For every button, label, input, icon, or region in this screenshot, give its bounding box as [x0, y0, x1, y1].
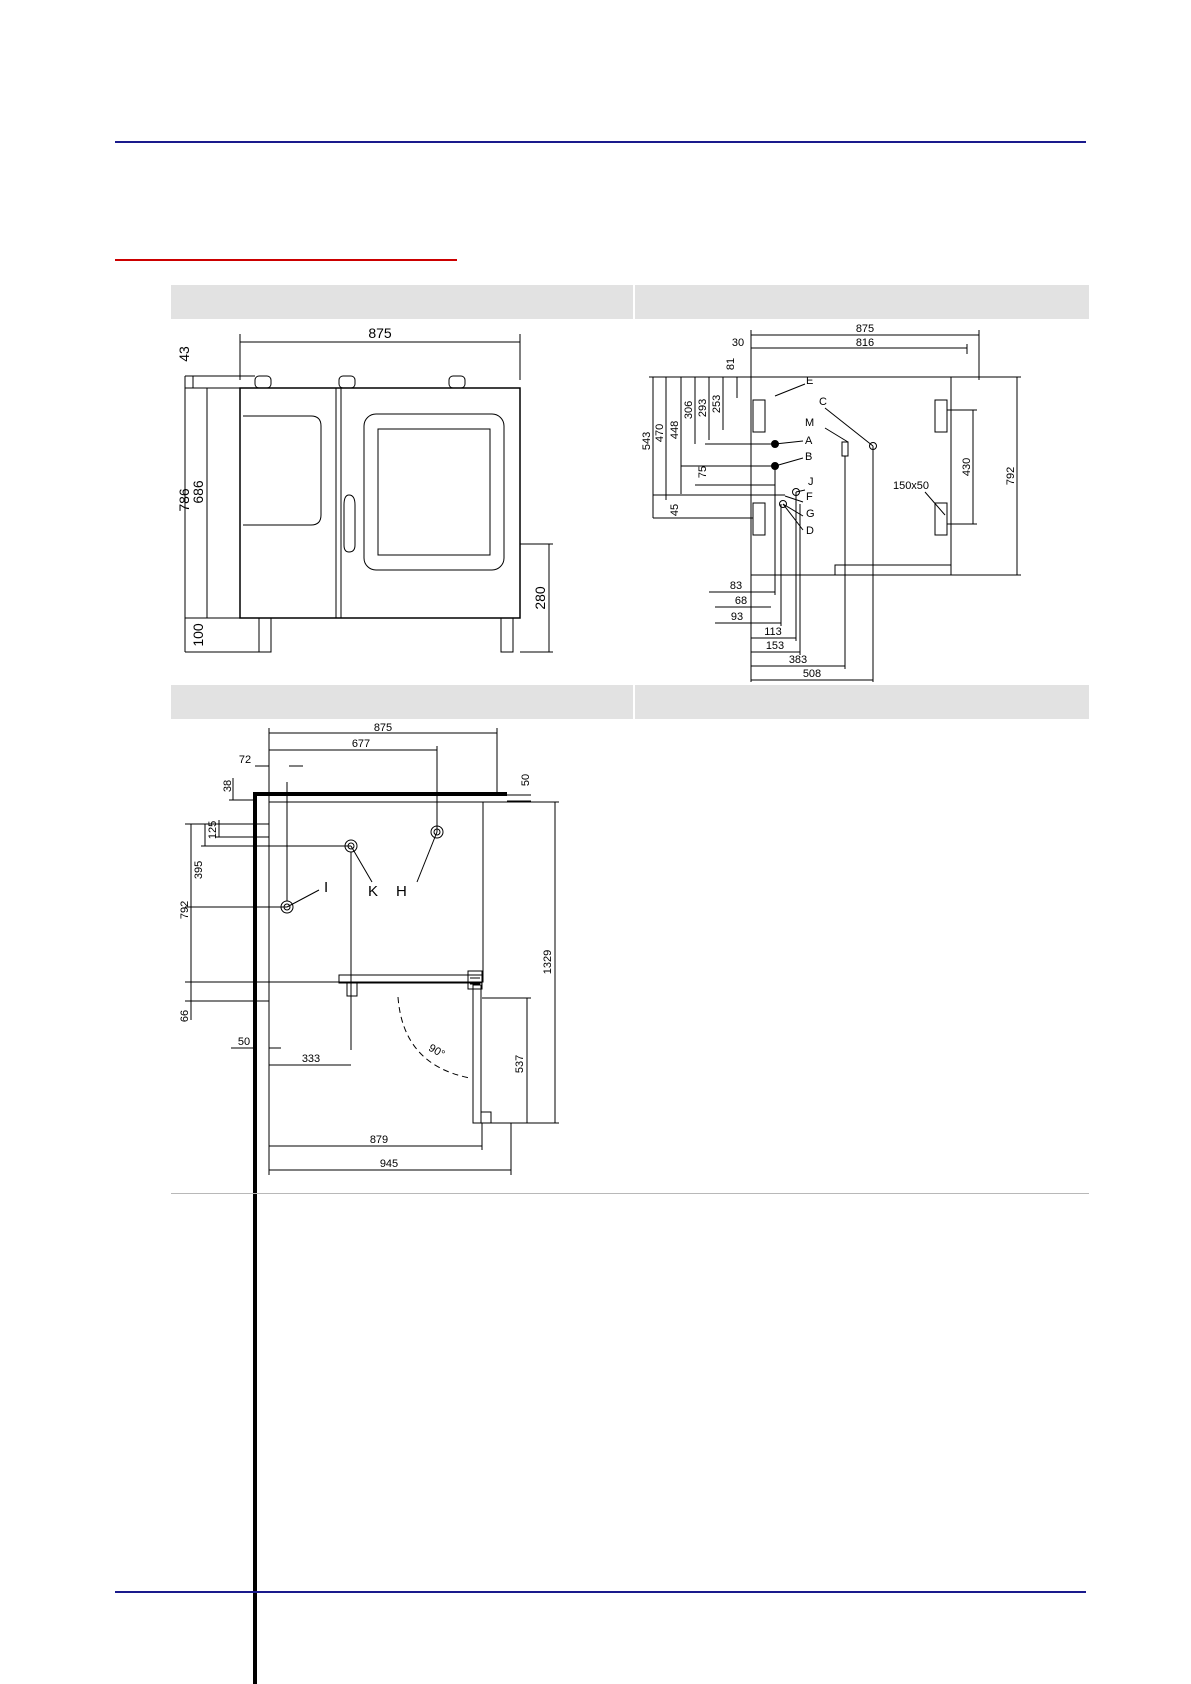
connection-label-c: C [819, 396, 827, 408]
top-h83-label: 83 [729, 580, 743, 592]
front-width-label: 875 [368, 325, 392, 341]
connection-label-j: J [808, 476, 814, 488]
front-door-height-label: 280 [532, 586, 548, 610]
top-h113-label: 113 [764, 626, 782, 638]
front-body-height-label: 686 [190, 480, 206, 504]
pipe-label-h: H [396, 883, 407, 900]
plan-v38-label: 38 [222, 779, 234, 793]
top-foot-size-label: 150x50 [892, 480, 930, 492]
plan-v66-label: 66 [179, 1009, 191, 1023]
top-h508-label: 508 [802, 668, 822, 680]
plan-v537-label: 537 [514, 1054, 526, 1074]
footer-rule [115, 1591, 1086, 1593]
top-v448-label: 448 [669, 420, 681, 440]
pipe-label-i: I [324, 879, 329, 896]
connection-label-e: E [806, 375, 814, 387]
plan-w945-label: 945 [379, 1158, 399, 1170]
section-title-underline [115, 259, 457, 261]
connection-label-b: B [805, 451, 813, 463]
connection-label-a: A [805, 435, 813, 447]
plan-v50-top-label: 50 [520, 773, 532, 787]
top-h153-label: 153 [765, 640, 785, 652]
top-inner-width-label: 816 [855, 337, 875, 349]
plan-h50-label: 50 [237, 1036, 251, 1048]
top-width-label: 875 [855, 323, 875, 335]
plan-w879-label: 879 [369, 1134, 389, 1146]
connection-label-f: F [806, 491, 813, 503]
top-offset-30-label: 30 [731, 337, 745, 349]
top-offset-81-label: 81 [725, 357, 737, 371]
header-band-top-view [635, 285, 1089, 319]
top-depth-label: 792 [1005, 466, 1017, 486]
top-foot-gap-label: 430 [961, 457, 973, 477]
header-rule [115, 141, 1086, 143]
front-view-drawing [171, 320, 631, 660]
top-h93-label: 93 [730, 611, 744, 623]
plan-depth-label: 792 [179, 900, 191, 920]
top-v293-label: 293 [697, 398, 709, 418]
plan-h333-label: 333 [301, 1053, 321, 1065]
drawing-table-bottom-border [171, 1193, 1089, 1194]
header-band-front-view [171, 285, 633, 319]
top-v470-label: 470 [654, 423, 666, 443]
plan-v395-label: 395 [193, 860, 205, 880]
plan-v125-label: 125 [207, 820, 219, 840]
front-top-height-label: 43 [176, 346, 192, 362]
connection-label-g: G [806, 508, 815, 520]
plan-w72-label: 72 [238, 754, 252, 766]
connection-label-d: D [806, 525, 814, 537]
top-h383-label: 383 [788, 654, 808, 666]
front-leg-height-label: 100 [190, 623, 206, 647]
top-v543-label: 543 [641, 431, 653, 451]
top-view-drawing [635, 320, 1087, 680]
plan-v1329-label: 1329 [542, 949, 554, 975]
plan-width-label: 875 [373, 722, 393, 734]
connection-label-m: M [805, 417, 815, 429]
pipe-label-k: K [368, 883, 379, 900]
top-v306-label: 306 [683, 400, 695, 420]
header-band-empty [635, 685, 1089, 719]
top-h68-label: 68 [734, 595, 748, 607]
top-v45-label: 45 [669, 503, 681, 517]
top-v75-label: 75 [697, 465, 709, 479]
plan-view-drawing [171, 720, 631, 1190]
top-v253-label: 253 [711, 394, 723, 414]
plan-angle-label: 90° [426, 1042, 447, 1061]
front-overall-height-label: 786 [176, 488, 192, 512]
plan-w677-label: 677 [351, 738, 371, 750]
header-band-plan-view [171, 685, 633, 719]
